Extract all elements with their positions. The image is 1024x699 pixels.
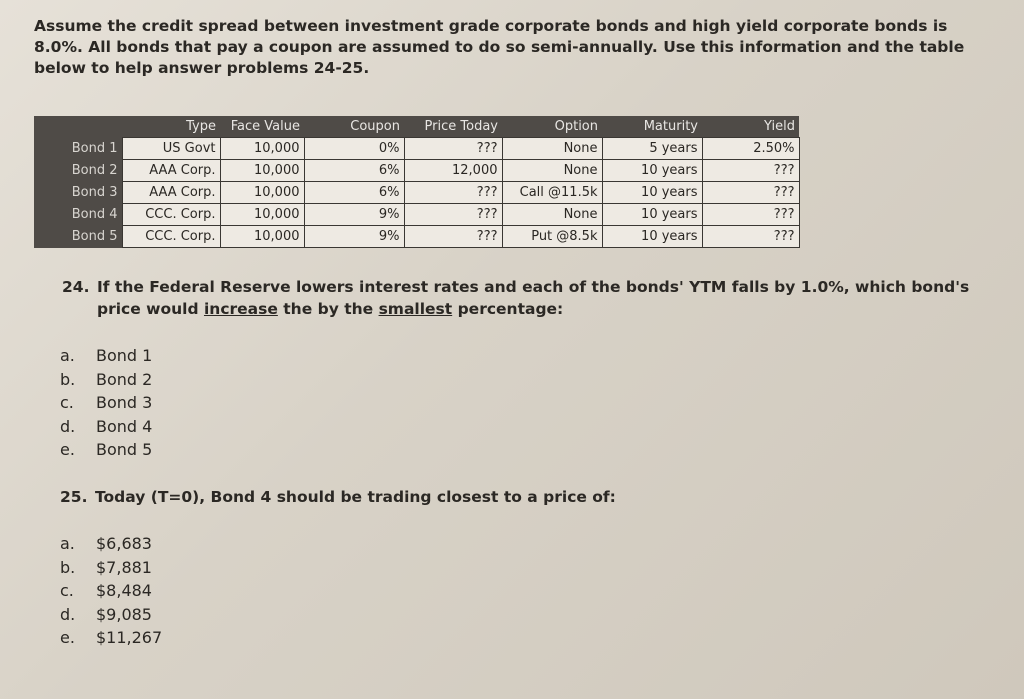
q24-underline-increase: increase <box>203 300 278 318</box>
cell-maturity: 10 years <box>602 182 702 204</box>
header-yield: Yield <box>702 116 799 138</box>
header-option: Option <box>502 116 602 138</box>
intro-line-3: below to help answer problems 24-25. <box>34 59 370 77</box>
cell-coupon: 0% <box>304 138 404 160</box>
option-letter: b. <box>60 557 76 577</box>
table-row <box>34 160 799 182</box>
cell-option: None <box>502 204 602 226</box>
cell-yield: ??? <box>702 204 799 226</box>
option-text: Bond 4 <box>96 416 153 436</box>
option-d[interactable] <box>60 415 152 439</box>
option-text: $9,085 <box>96 604 152 624</box>
option-b[interactable] <box>60 556 162 580</box>
option-letter: d. <box>60 416 76 436</box>
cell-face: 10,000 <box>220 226 304 248</box>
option-c[interactable] <box>60 391 152 415</box>
cell-coupon: 6% <box>304 182 404 204</box>
option-d[interactable] <box>60 603 162 627</box>
cell-face: 10,000 <box>220 182 304 204</box>
cell-yield: ??? <box>702 226 799 248</box>
header-face-value: Face Value <box>220 116 304 138</box>
question-24-line-2 <box>97 298 1012 320</box>
question-24-line-1: If the Federal Reserve lowers interest rates and each of the bonds' YTM falls by 1.0%, which bond's <box>97 278 970 296</box>
cell-type: AAA Corp. <box>122 160 220 182</box>
option-a[interactable] <box>60 532 162 556</box>
cell-coupon: 6% <box>304 160 404 182</box>
option-letter: c. <box>60 393 74 412</box>
option-text: Bond 5 <box>96 440 153 459</box>
option-letter: b. <box>60 369 76 389</box>
cell-maturity: 5 years <box>602 138 702 160</box>
cell-yield: ??? <box>702 182 799 204</box>
option-letter: e. <box>60 440 75 459</box>
cell-option: Put @8.5k <box>502 226 602 248</box>
cell-price: ??? <box>404 226 502 248</box>
option-text: Bond 3 <box>96 393 153 412</box>
row-label: Bond 4 <box>34 204 122 226</box>
table-row <box>34 226 799 248</box>
q24-text-post: percentage: <box>452 300 564 318</box>
header-type: Type <box>122 116 220 138</box>
option-text: $6,683 <box>96 534 152 553</box>
cell-face: 10,000 <box>220 160 304 182</box>
header-coupon: Coupon <box>304 116 404 138</box>
q24-underline-smallest: smallest <box>378 300 453 318</box>
option-text: Bond 1 <box>96 346 153 365</box>
bond-table <box>34 116 800 248</box>
q24-text-mid: the by the <box>277 300 379 318</box>
option-e[interactable] <box>60 438 152 462</box>
option-text: $7,881 <box>96 557 152 577</box>
cell-yield: 2.50% <box>702 138 799 160</box>
question-24 <box>62 276 1012 320</box>
cell-option: Call @11.5k <box>502 182 602 204</box>
cell-type: AAA Corp. <box>122 182 220 204</box>
option-c[interactable] <box>60 579 162 603</box>
option-text: Bond 2 <box>96 369 153 389</box>
table-row <box>34 182 799 204</box>
cell-type: CCC. Corp. <box>122 204 220 226</box>
cell-maturity: 10 years <box>602 204 702 226</box>
question-24-options <box>60 344 152 462</box>
cell-price: ??? <box>404 204 502 226</box>
cell-face: 10,000 <box>220 138 304 160</box>
option-letter: e. <box>60 628 75 647</box>
cell-coupon: 9% <box>304 204 404 226</box>
option-letter: d. <box>60 604 76 624</box>
row-label: Bond 1 <box>34 138 122 160</box>
option-a[interactable] <box>60 344 152 368</box>
table-header-row <box>34 116 799 138</box>
option-letter: a. <box>60 346 75 365</box>
cell-price: ??? <box>404 138 502 160</box>
option-text: $11,267 <box>96 628 163 647</box>
row-label: Bond 3 <box>34 182 122 204</box>
header-blank <box>34 116 122 138</box>
option-b[interactable] <box>60 368 152 392</box>
question-25-text: Today (T=0), Bond 4 should be trading closest to a price of: <box>95 488 616 506</box>
intro-line-2: 8.0%. All bonds that pay a coupon are assumed to do so semi-annually. Use this information and the table <box>34 38 965 56</box>
row-label: Bond 5 <box>34 226 122 248</box>
problem-intro <box>34 16 1004 79</box>
cell-maturity: 10 years <box>602 226 702 248</box>
question-25 <box>60 486 1010 508</box>
table-row <box>34 204 799 226</box>
question-25-options <box>60 532 162 650</box>
cell-type: US Govt <box>122 138 220 160</box>
cell-price: ??? <box>404 182 502 204</box>
cell-type: CCC. Corp. <box>122 226 220 248</box>
option-letter: c. <box>60 581 74 600</box>
header-maturity: Maturity <box>602 116 702 138</box>
cell-coupon: 9% <box>304 226 404 248</box>
option-letter: a. <box>60 534 75 553</box>
cell-price: 12,000 <box>404 160 502 182</box>
intro-line-1: Assume the credit spread between investment grade corporate bonds and high yield corporate bonds is <box>34 17 948 35</box>
option-text: $8,484 <box>96 581 152 600</box>
q24-text-pre: price would <box>97 300 204 318</box>
cell-maturity: 10 years <box>602 160 702 182</box>
question-24-number: 24. <box>62 278 90 296</box>
cell-option: None <box>502 160 602 182</box>
cell-option: None <box>502 138 602 160</box>
header-price-today: Price Today <box>404 116 502 138</box>
cell-face: 10,000 <box>220 204 304 226</box>
cell-yield: ??? <box>702 160 799 182</box>
table-row <box>34 138 799 160</box>
question-25-number: 25. <box>60 488 88 506</box>
option-e[interactable] <box>60 626 162 650</box>
row-label: Bond 2 <box>34 160 122 182</box>
